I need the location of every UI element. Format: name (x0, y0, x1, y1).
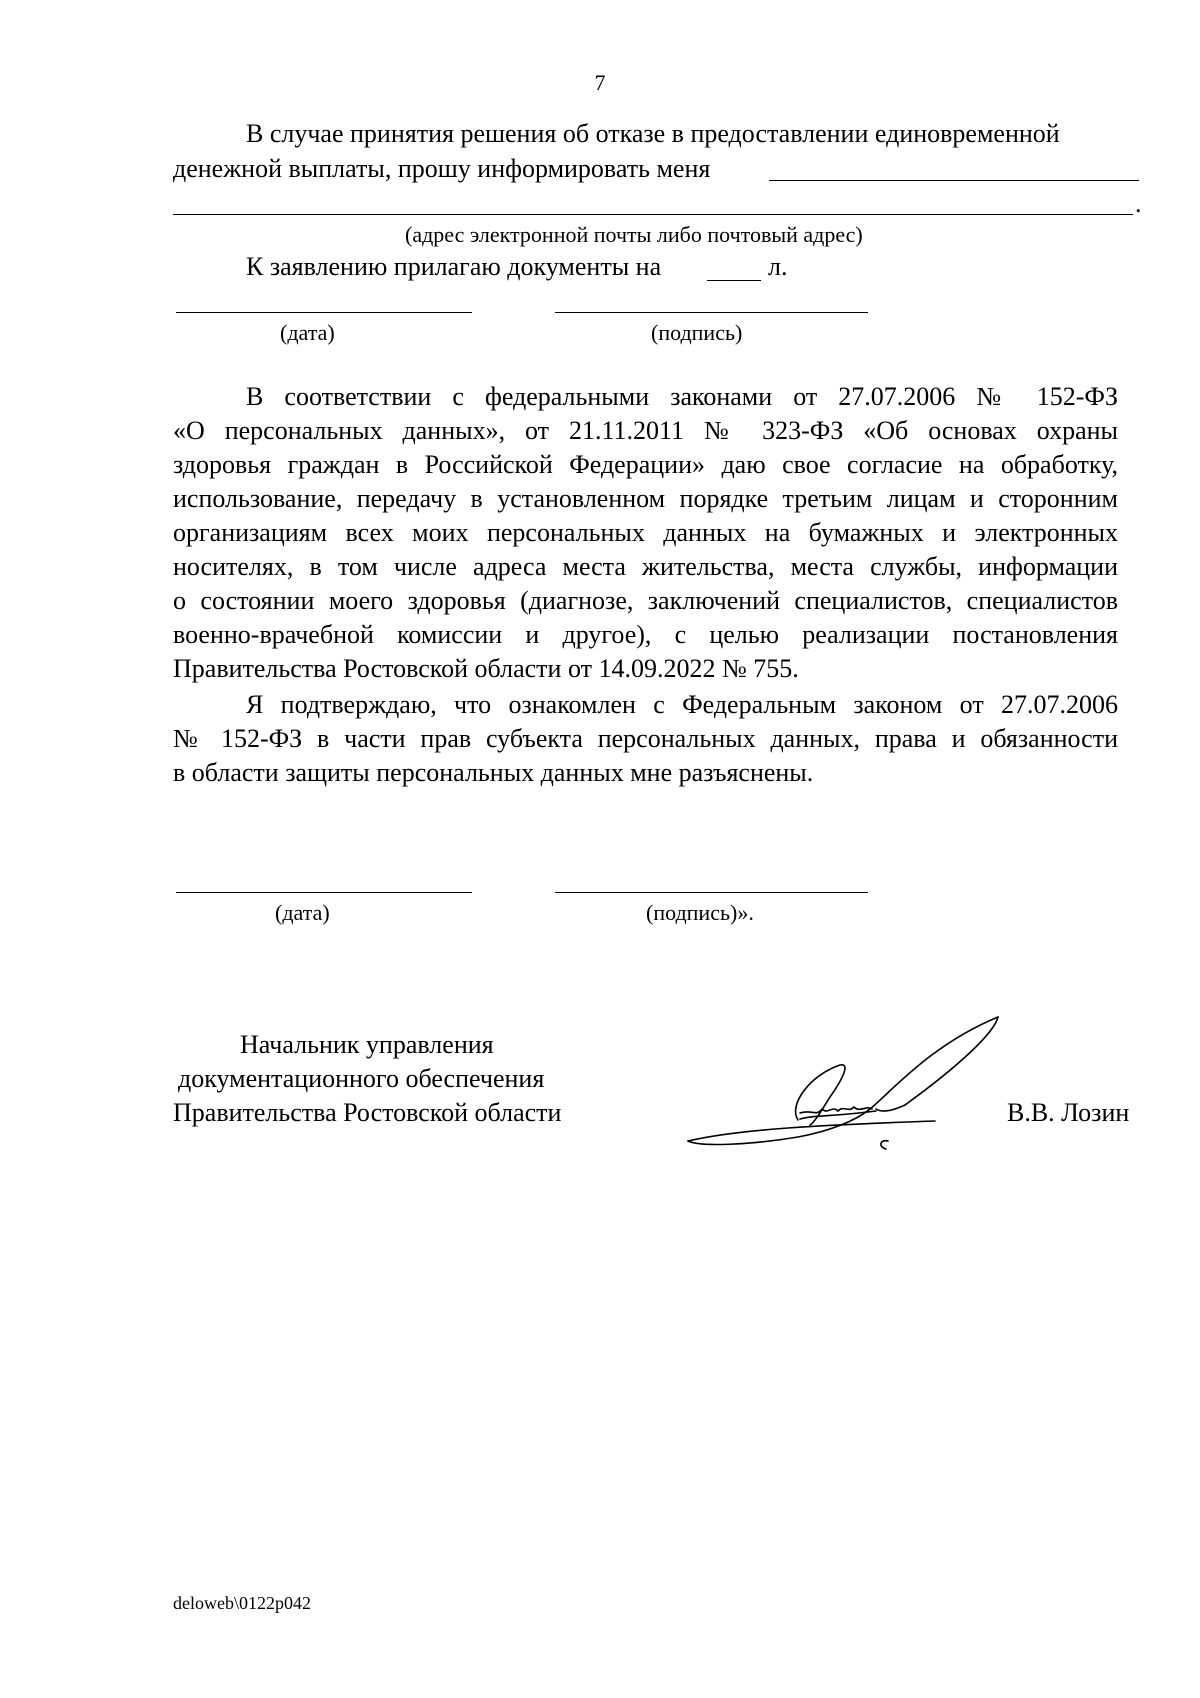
contact-end-period: . (1135, 189, 1142, 218)
document-code: deloweb\0122p042 (173, 1593, 311, 1613)
signatory-title-2: документационного обеспечения (178, 1064, 545, 1093)
confirm-line-3: в области защиты персональных данных мне разъяснены. (173, 758, 814, 787)
date-blank-1[interactable] (176, 312, 472, 313)
page-number: 7 (594, 70, 606, 95)
consent-line-6: носителях, в том числе адреса места жительства, места службы, информации (173, 552, 1118, 581)
consent-line-2: «О персональных данных», от 21.11.2011 № 323-ФЗ «Об основах охраны (173, 416, 1118, 445)
consent-line-8: военно-врачебной комиссии и другое), с целью реализации постановления (173, 620, 1118, 649)
contact-blank-2[interactable] (173, 214, 1133, 215)
consent-line-3: здоровья граждан в Российской Федерации» даю свое согласие на обработку, (173, 450, 1118, 479)
confirm-line-2: № 152-ФЗ в части прав субъекта персональных данных, права и обязанности (173, 724, 1118, 753)
signatory-title-1: Начальник управления (240, 1030, 494, 1059)
confirm-line-1: Я подтверждаю, что ознакомлен с Федеральным законом от 27.07.2006 (246, 690, 1118, 719)
signature-label-2: (подпись)». (646, 900, 754, 925)
refusal-line-2: денежной выплаты, прошу информировать меня (173, 154, 711, 183)
signature-blank-2[interactable] (555, 892, 868, 893)
attachments-prefix: К заявлению прилагаю документы на (246, 252, 662, 281)
signatory-name: В.В. Лозин (1007, 1098, 1130, 1127)
consent-line-9: Правительства Ростовской области от 14.09.2022 № 755. (173, 654, 799, 683)
pages-count-blank[interactable] (707, 280, 761, 281)
contact-hint: (адрес электронной почты либо почтовый адрес) (405, 222, 863, 247)
date-label-1: (дата) (280, 320, 335, 345)
consent-line-4: использование, передачу в установленном порядке третьим лицам и сторонним (173, 484, 1118, 513)
consent-line-1: В соответствии с федеральными законами от 27.07.2006 № 152-ФЗ (246, 382, 1118, 411)
contact-blank-1[interactable] (769, 180, 1139, 181)
handwritten-signature (680, 1005, 1020, 1155)
signatory-title-3: Правительства Ростовской области (173, 1098, 562, 1127)
refusal-line-1: В случае принятия решения об отказе в предоставлении единовременной (246, 119, 1060, 148)
signature-label-1: (подпись) (651, 320, 743, 345)
date-blank-2[interactable] (176, 892, 472, 893)
date-label-2: (дата) (275, 900, 330, 925)
signature-blank-1[interactable] (555, 312, 868, 313)
attachments-suffix: л. (768, 252, 788, 281)
consent-line-5: организациям всех моих персональных данных на бумажных и электронных (173, 518, 1118, 547)
consent-line-7: о состоянии моего здоровья (диагнозе, заключений специалистов, специалистов (173, 586, 1118, 615)
